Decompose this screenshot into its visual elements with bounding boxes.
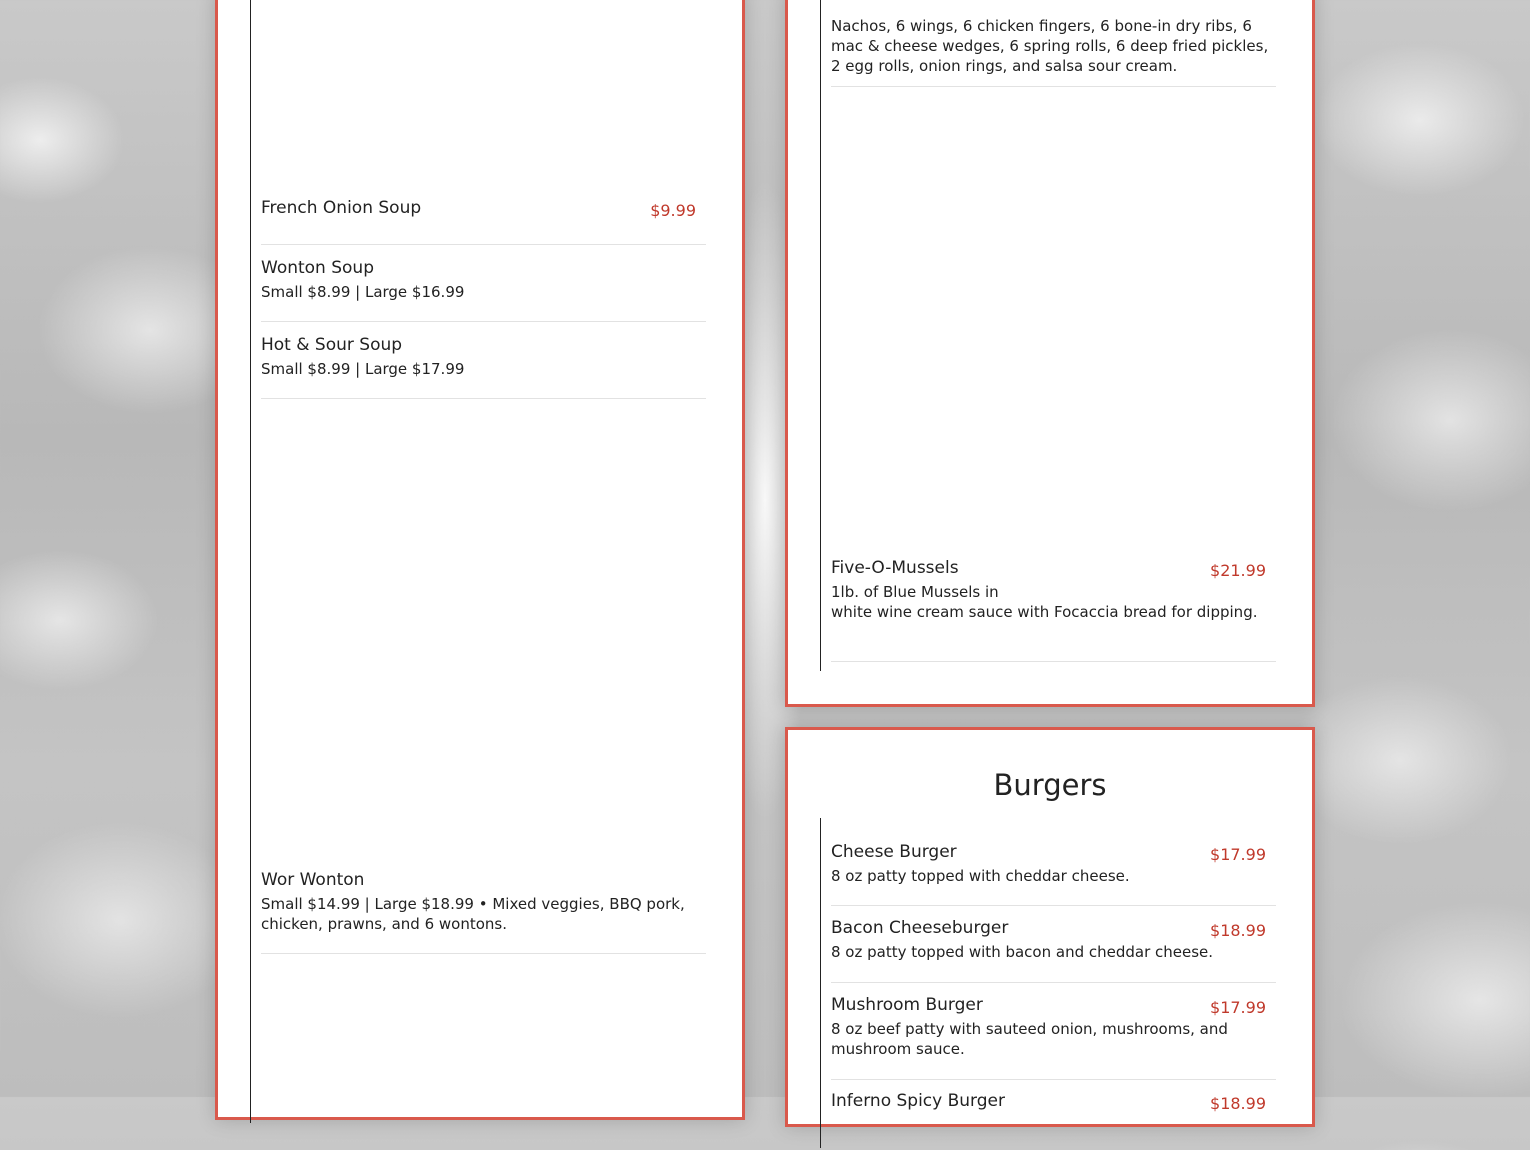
menu-item-mushroom-burger[interactable] bbox=[831, 994, 1276, 1080]
menu-item-name: Wonton Soup bbox=[261, 258, 374, 278]
section-title: Burgers bbox=[993, 768, 1107, 802]
menu-item-name: Cheese Burger bbox=[831, 842, 957, 862]
menu-item-price: $21.99 bbox=[1210, 561, 1266, 580]
menu-item-french-onion-soup[interactable] bbox=[261, 197, 706, 245]
burgers-menu-list bbox=[820, 818, 1276, 1148]
menu-item-name: Hot & Sour Soup bbox=[261, 335, 403, 355]
menu-item-name: Wor Wonton bbox=[261, 870, 365, 890]
menu-item-description-line: 1lb. of Blue Mussels in bbox=[831, 583, 999, 601]
menu-item-description: 8 oz beef patty with sauteed onion, mushrooms, and mushroom sauce. bbox=[831, 1020, 1228, 1058]
menu-item-five-o-mussels[interactable] bbox=[831, 557, 1276, 662]
menu-item-price: $9.99 bbox=[650, 201, 696, 220]
menu-item-price: $18.99 bbox=[1210, 1094, 1266, 1113]
menu-item-description: Small $8.99 | Large $16.99 bbox=[261, 283, 465, 301]
menu-item-description bbox=[831, 582, 1276, 622]
menu-item-inferno-spicy-burger[interactable] bbox=[831, 1090, 1276, 1150]
appetizers-menu-panel bbox=[785, 0, 1315, 707]
menu-item-hot-sour-soup[interactable] bbox=[261, 334, 706, 399]
menu-item-description: Small $8.99 | Large $17.99 bbox=[261, 360, 465, 378]
menu-item-description: 8 oz patty topped with cheddar cheese. bbox=[831, 867, 1130, 885]
menu-item-description: Nachos, 6 wings, 6 chicken fingers, 6 bone-in dry ribs, 6 mac & cheese wedges, 6 spring rolls, 6 deep fried pickles, 2 egg rolls, onion rings, and salsa sour cream. bbox=[831, 17, 1269, 75]
menu-item-name: Mushroom Burger bbox=[831, 995, 983, 1015]
soups-menu-list bbox=[250, 0, 706, 1123]
menu-item-wonton-soup[interactable] bbox=[261, 257, 706, 322]
menu-item-cheese-burger[interactable] bbox=[831, 841, 1276, 906]
menu-item-name: Inferno Spicy Burger bbox=[831, 1091, 1005, 1111]
menu-item-platter[interactable] bbox=[831, 0, 1276, 87]
menu-item-description: Small $14.99 | Large $18.99 • Mixed veggies, BBQ pork, chicken, prawns, and 6 wontons. bbox=[261, 895, 685, 933]
menu-item-description-line: white wine cream sauce with Focaccia bread for dipping. bbox=[831, 603, 1258, 621]
menu-item-name: Bacon Cheeseburger bbox=[831, 918, 1009, 938]
menu-item-description: 8 oz patty topped with bacon and cheddar cheese. bbox=[831, 943, 1214, 961]
menu-item-wor-wonton[interactable] bbox=[261, 869, 706, 954]
menu-item-name: French Onion Soup bbox=[261, 198, 422, 218]
soups-menu-panel bbox=[215, 0, 745, 1120]
appetizers-menu-list bbox=[820, 0, 1276, 671]
burgers-menu-panel bbox=[785, 727, 1315, 1127]
menu-item-name: Five-O-Mussels bbox=[831, 558, 959, 578]
menu-item-bacon-cheeseburger[interactable] bbox=[831, 917, 1276, 983]
menu-item-price: $18.99 bbox=[1210, 921, 1266, 940]
menu-item-price: $17.99 bbox=[1210, 998, 1266, 1017]
menu-item-price: $17.99 bbox=[1210, 845, 1266, 864]
